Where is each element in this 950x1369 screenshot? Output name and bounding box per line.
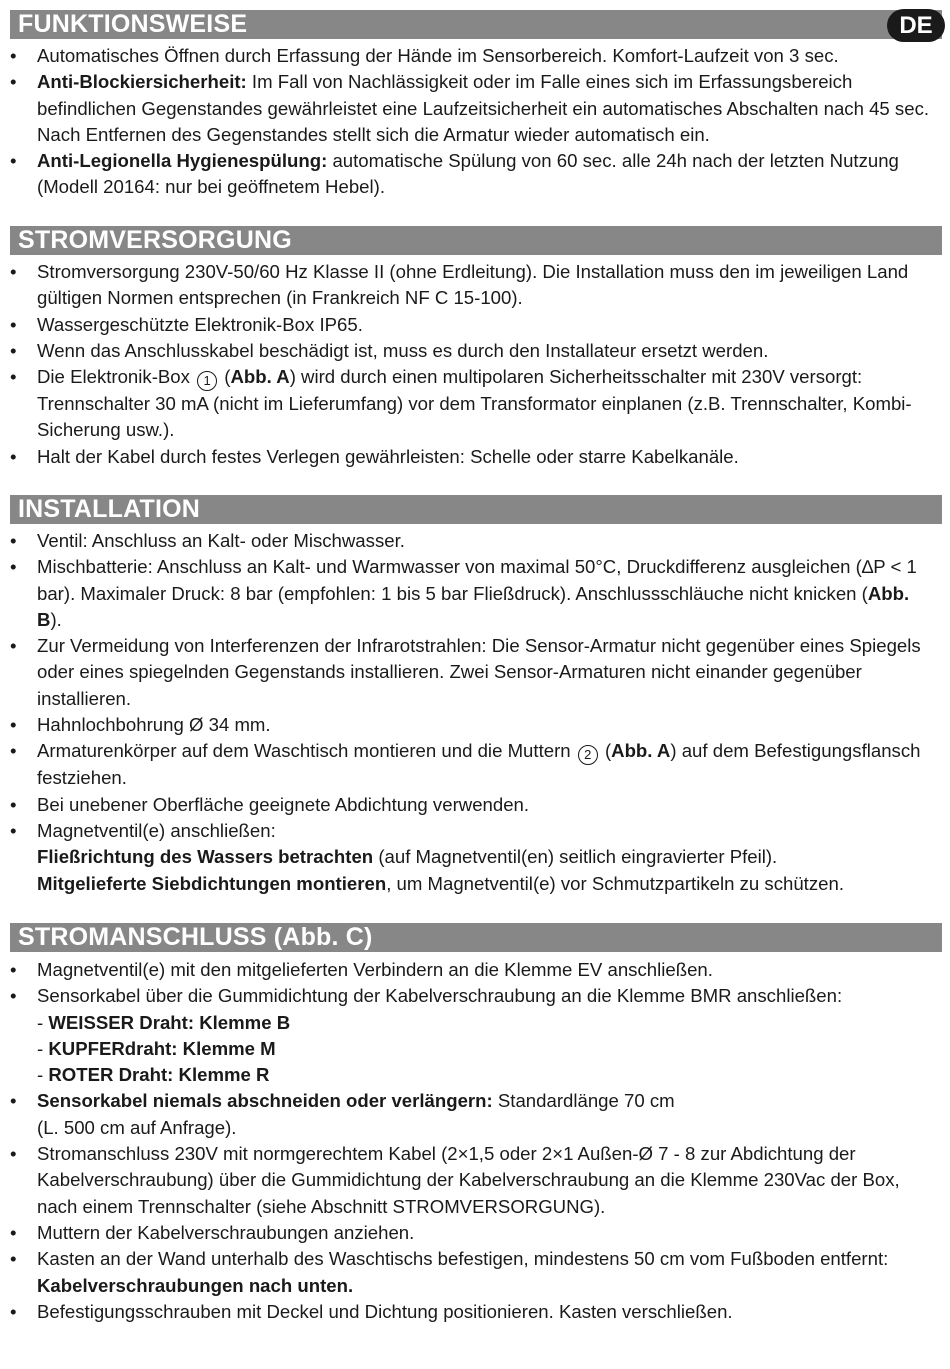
list-item — [0, 1220, 950, 1246]
item-text: , um Magnetventil(e) vor Schmutzpartikeln zu schützen. — [386, 872, 844, 894]
section-title-funktionsweise: FUNKTIONSWEISE — [10, 10, 942, 39]
callout-number-1: 1 — [197, 371, 217, 391]
item-bold: Kabelverschraubungen nach unten. — [37, 1274, 354, 1296]
item-text: Magnetventil(e) mit den mitgelieferten Verbindern an die Klemme EV anschließen. — [37, 959, 713, 980]
stromversorgung-list — [0, 259, 950, 470]
item-text: Die Elektronik-Box — [37, 366, 196, 388]
item-text: - — [37, 1011, 49, 1033]
item-text: Wenn das Anschlusskabel beschädigt ist, muss es durch den Installateur ersetzt werden. — [37, 339, 769, 361]
item-text: ( — [219, 366, 231, 388]
item-bold: Sensorkabel niemals abschneiden oder verlängern: — [37, 1090, 493, 1112]
item-text: ( — [599, 740, 612, 762]
item-text: Standardlänge 70 cm — [492, 1090, 675, 1112]
sub-line — [37, 1062, 932, 1088]
list-item — [0, 338, 950, 364]
item-text: Befestigungsschrauben mit Deckel und Dichtung positionieren. Kasten verschließen. — [37, 1300, 733, 1322]
item-bold: Anti-Blockiersicherheit: — [37, 71, 247, 93]
item-bold: ROTER Draht: Klemme R — [48, 1064, 270, 1086]
item-text: automatische Spülung von 60 sec. alle 24h nach der letzten Nutzung (Modell 20164: nur bei geöffnetem Hebel). — [37, 150, 899, 198]
section-title-stromanschluss: STROMANSCHLUSS (Abb. C) — [10, 923, 942, 952]
sub-line — [37, 844, 932, 870]
list-item — [0, 633, 950, 712]
item-text: Sensorkabel über die Gummidichtung der Kabelverschraubung an die Klemme BMR anschließen: — [37, 985, 843, 1007]
list-item — [0, 259, 950, 312]
list-item — [0, 818, 950, 897]
list-item — [0, 528, 950, 554]
language-badge: DE — [887, 9, 945, 42]
item-text: Halt der Kabel durch festes Verlegen gewährleisten: Schelle oder starre Kabelkanäle. — [37, 445, 739, 467]
item-text: ). — [50, 608, 62, 630]
list-item — [0, 554, 950, 633]
list-item — [0, 444, 950, 470]
list-item — [0, 1246, 950, 1299]
item-bold: Abb. A — [611, 740, 671, 762]
list-item — [0, 792, 950, 818]
list-item — [0, 364, 950, 444]
item-text: Armaturenkörper auf dem Waschtisch montieren und die Muttern — [37, 740, 576, 762]
item-text: Automatisches Öffnen durch Erfassung der Hände im Sensorbereich. Komfort-Laufzeit von 3 sec. — [37, 45, 839, 66]
item-text: ) wird durch einen multipolaren Sicherheitsschalter mit 230V versorgt: Trennschalter 30 mA (nicht im Lieferumfang) vor dem Transformator einplanen (z.B. Trennschalter, Kombi-Sicherung usw.). — [37, 366, 912, 441]
item-text: Zur Vermeidung von Interferenzen der Infrarotstrahlen: Die Sensor-Armatur nicht gegenüber eines Spiegels oder eines spiegelnden Gegenstands installieren. Zwei Sensor-Armaturen nicht einander gegenüber installieren. — [37, 635, 921, 709]
installation-list — [0, 528, 950, 897]
item-text: - — [37, 1037, 49, 1059]
item-bold: Mitgelieferte Siebdichtungen montieren — [37, 872, 387, 894]
sub-line — [37, 1010, 932, 1036]
item-text: Mischbatterie: Anschluss an Kalt- und Warmwasser von maximal 50°C, Druckdifferenz ausgleichen (∆P < 1 bar). Maximaler Druck: 8 bar (empfohlen: 1 bis 5 bar Fließdruck). Anschlussschläuche nicht knicken ( — [37, 556, 917, 604]
item-text: Kasten an der Wand unterhalb des Waschtischs befestigen, mindestens 50 cm vom Fußboden entfernt: — [37, 1248, 889, 1270]
callout-number-2: 2 — [578, 745, 598, 765]
list-item — [0, 983, 950, 1088]
item-text: Wassergeschützte Elektronik-Box IP65. — [37, 313, 363, 335]
item-text: Ventil: Anschluss an Kalt- oder Mischwasser. — [37, 530, 405, 551]
list-item — [0, 43, 950, 69]
section-stromversorgung — [0, 226, 950, 470]
list-item — [0, 69, 950, 148]
section-stromanschluss — [0, 923, 950, 1325]
item-bold: KUPFERdraht: Klemme M — [48, 1037, 276, 1059]
funktionsweise-list — [0, 43, 950, 201]
section-title-stromversorgung: STROMVERSORGUNG — [10, 226, 942, 255]
stromanschluss-list — [0, 957, 950, 1325]
list-item — [0, 1088, 950, 1141]
item-text: Stromversorgung 230V-50/60 Hz Klasse II (ohne Erdleitung). Die Installation muss den im jeweiligen Land gültigen Normen entsprechen (in Frankreich NF C 15-100). — [37, 261, 909, 309]
item-bold: WEISSER Draht: Klemme B — [48, 1011, 291, 1033]
sub-line: (L. 500 cm auf Anfrage). — [37, 1116, 237, 1138]
section-installation — [0, 495, 950, 897]
item-text: Im Fall von Nachlässigkeit oder im Falle eines sich im Erfassungsbereich befindlichen Gegenstandes gewährleistet eine Laufzeitsicherheit ein automatisches Abschalten nach 45 sec. Nach Entfernen des Gegenstandes stellt sich die Armatur wieder automatisch ein. — [37, 71, 930, 145]
list-item — [0, 1299, 950, 1325]
item-bold: Abb. A — [230, 366, 290, 388]
sub-line — [37, 1036, 932, 1062]
item-bold: Fließrichtung des Wassers betrachten — [37, 846, 374, 868]
list-item — [0, 148, 950, 201]
item-text: - — [37, 1064, 49, 1086]
item-text: Hahnlochbohrung Ø 34 mm. — [37, 714, 271, 736]
list-item — [0, 957, 950, 983]
item-text: Magnetventil(e) anschließen: — [37, 819, 276, 841]
item-text: Muttern der Kabelverschraubungen anziehen. — [37, 1221, 415, 1243]
list-item — [0, 1141, 950, 1220]
item-text: Stromanschluss 230V mit normgerechtem Kabel (2×1,5 oder 2×1 Außen-Ø 7 - 8 zur Abdichtung der Kabelverschraubung) über die Gummidichtung der Kabelverschraubung an die Klemme 230Vac der Box, nach einem Trennschalter (siehe Abschnitt STROMVERSORGUNG). — [37, 1143, 900, 1217]
list-item — [0, 712, 950, 738]
section-funktionsweise — [0, 10, 950, 201]
list-item — [0, 312, 950, 338]
item-text: Bei unebener Oberfläche geeignete Abdichtung verwenden. — [37, 793, 530, 815]
item-text: (auf Magnetventil(en) seitlich eingravierter Pfeil). — [373, 846, 778, 868]
item-bold: Abb. B — [37, 582, 910, 630]
item-text: ) auf dem Befestigungsflansch festziehen. — [37, 740, 921, 789]
sub-line — [37, 871, 932, 897]
list-item — [0, 738, 950, 791]
item-bold: Anti-Legionella Hygienespülung: — [37, 150, 328, 172]
section-title-installation: INSTALLATION — [10, 495, 942, 524]
